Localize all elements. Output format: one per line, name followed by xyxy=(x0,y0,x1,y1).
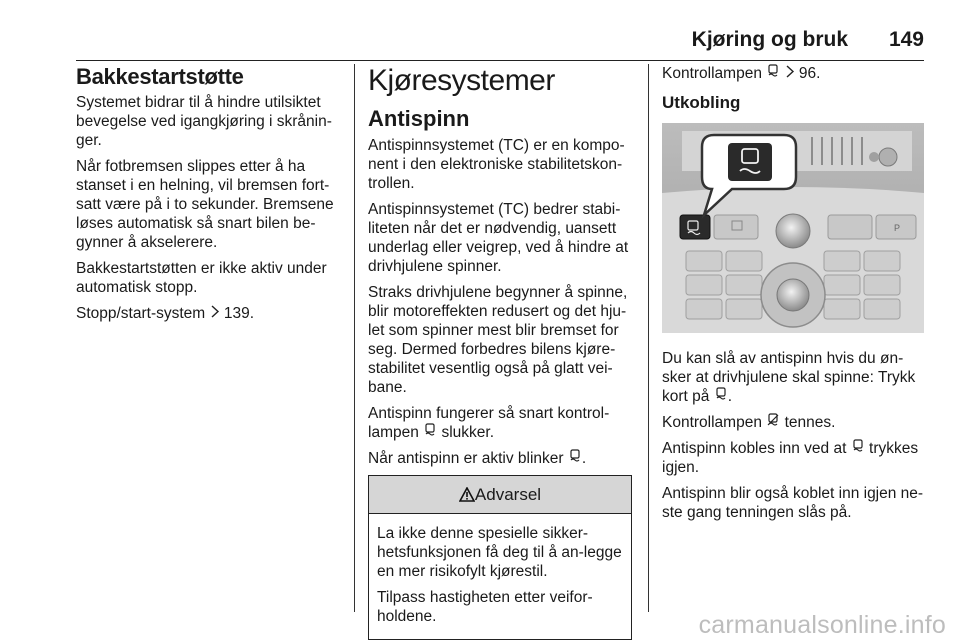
warning-header xyxy=(369,476,631,514)
warning-text: Tilpass hastigheten etter veifor-holdene. xyxy=(377,589,593,625)
text: tennes. xyxy=(784,414,836,431)
warning-text: La ikke denne spesielle sikker-hetsfunksjonen få deg til å an-legge en mer risikofylt kjørestil. xyxy=(377,525,622,580)
traction-control-icon xyxy=(423,424,437,441)
heading-bakkestartstotte: Bakkestartstøtte xyxy=(76,64,244,89)
watermark: carmanualsonline.info xyxy=(698,611,946,639)
column-1 xyxy=(76,64,340,330)
traction-control-icon xyxy=(851,440,865,457)
column-3 xyxy=(662,64,924,529)
text: slukker. xyxy=(441,424,495,441)
chapter-title: Kjøresystemer xyxy=(368,64,555,97)
text: trykkes igjen. xyxy=(662,440,919,476)
paragraph: Straks drivhjulene begynner å spinne, blir motoreffekten redusert og det hju-let som spinner mest blir bremset for seg. Dermed forbedres bilens kjøre-stabilitet vesentlig også på glatt vei-bane. xyxy=(368,284,628,396)
heading-antispinn: Antispinn xyxy=(368,106,470,131)
traction-control-off-icon xyxy=(766,414,780,431)
cross-reference[interactable] xyxy=(662,64,924,83)
paragraph: Når fotbremsen slippes etter å ha stanset i en helning, vil bremsen fort-satt være på i to sekunder. Bremsene løses automatisk så snart bilen be-gynner å akselerere. xyxy=(76,158,334,251)
paragraph: Antispinnsystemet (TC) bedrer stabi-liteten når det er nødvendig, uansett underlag eller veigrep, ved å hindre at drivhjulene spinner. xyxy=(368,201,629,275)
paragraph: Systemet bidrar til å hindre utilsiktet bevegelse ved igangkjøring i skrånin-ger. xyxy=(76,94,332,149)
column-divider xyxy=(354,64,355,612)
text: Du kan slå av antispinn hvis du øn-sker at drivhjulene skal spinne: Trykk kort på xyxy=(662,350,916,405)
warning-body xyxy=(369,514,631,639)
paragraph xyxy=(662,349,924,406)
text: . xyxy=(581,450,587,467)
column-2 xyxy=(368,64,632,640)
header-rule xyxy=(76,60,924,61)
paragraph xyxy=(368,449,632,468)
paragraph: Antispinnsystemet (TC) er en kompo-nent i den elektroniske stabilitetskon-trollen. xyxy=(368,137,625,192)
dashboard-photo xyxy=(662,123,924,333)
reference-page: 139. xyxy=(223,305,255,322)
traction-control-icon xyxy=(714,388,728,405)
page-reference-arrow-icon xyxy=(210,305,224,322)
text: Kontrollampen xyxy=(662,65,762,82)
paragraph xyxy=(368,404,632,442)
text: Når antispinn er aktiv blinker xyxy=(368,450,564,467)
warning-triangle-icon xyxy=(459,485,475,504)
paragraph: Bakkestartstøtten er ikke aktiv under automatisk stopp. xyxy=(76,260,327,296)
svg-text:P: P xyxy=(894,223,901,233)
text: . xyxy=(727,388,733,405)
cross-reference[interactable] xyxy=(76,304,340,323)
text: Kontrollampen xyxy=(662,414,762,431)
heading-utkobling: Utkobling xyxy=(662,93,741,112)
traction-control-icon xyxy=(766,65,780,82)
page-number: 149 xyxy=(888,28,924,51)
text: Antispinn fungerer så snart kontrol-lampen xyxy=(368,405,610,441)
paragraph: Antispinn blir også koblet inn igjen ne-ste gang tenningen slås på. xyxy=(662,485,924,521)
column-divider xyxy=(648,64,649,612)
section-title: Kjøring og bruk xyxy=(691,28,848,51)
reference-text: Stopp/start-system xyxy=(76,305,206,322)
text: Antispinn kobles inn ved at xyxy=(662,440,847,457)
paragraph xyxy=(662,439,924,477)
page-reference-arrow-icon xyxy=(785,65,795,82)
warning-box xyxy=(368,475,632,640)
reference-page: 96. xyxy=(798,65,821,82)
paragraph xyxy=(662,413,924,432)
page-header xyxy=(76,28,924,58)
traction-control-icon xyxy=(568,450,582,467)
warning-title: Advarsel xyxy=(474,485,542,504)
